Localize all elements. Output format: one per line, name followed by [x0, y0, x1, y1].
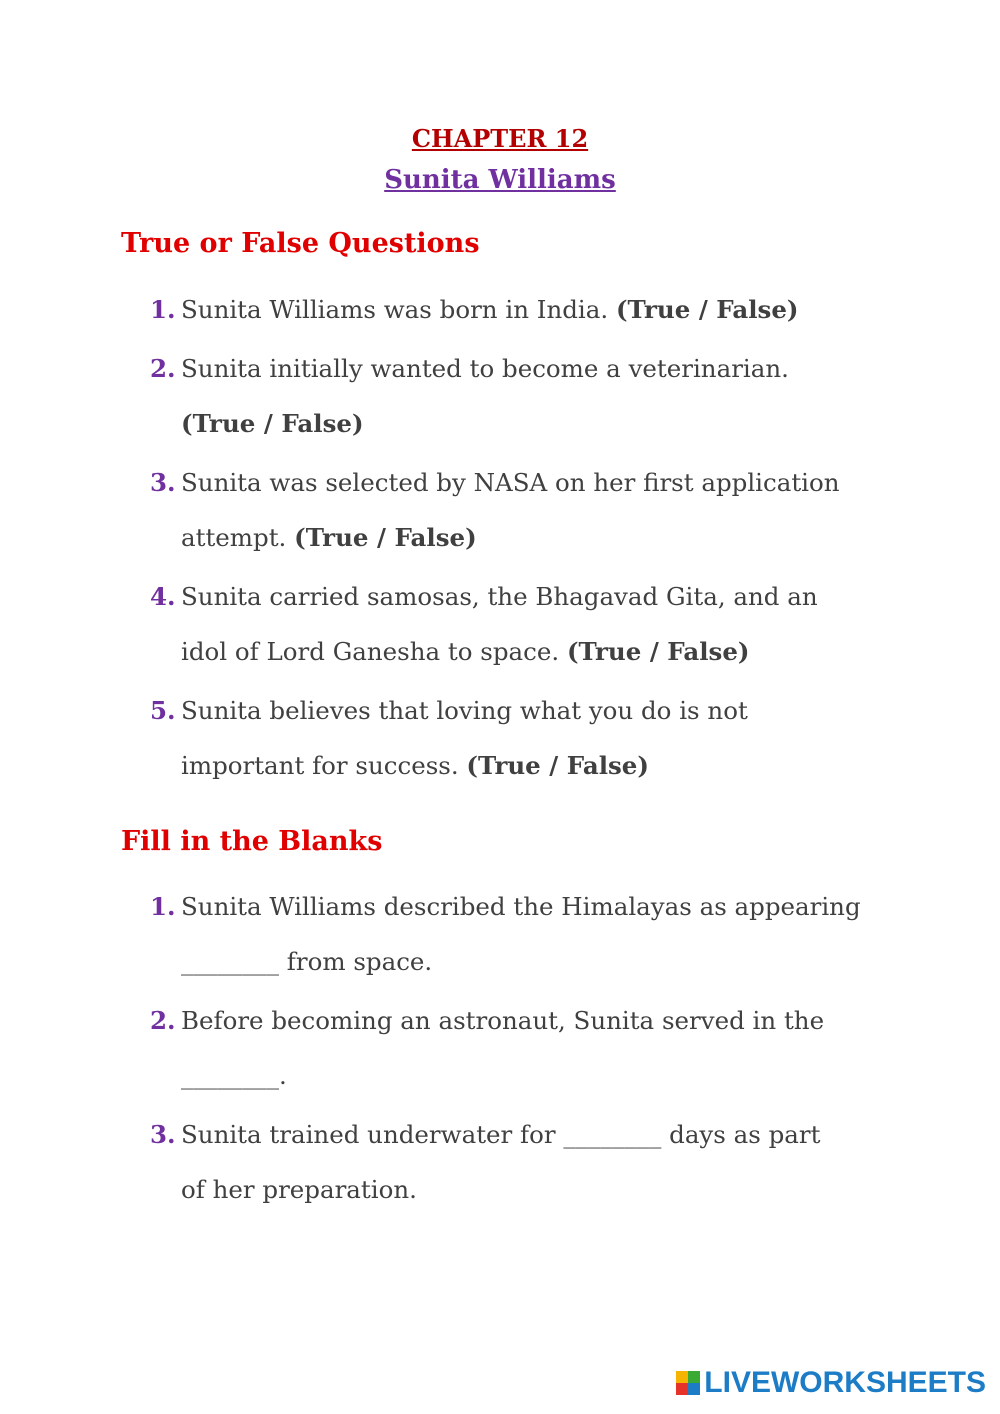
question-text: Sunita was selected by NASA on her first application — [181, 468, 840, 497]
question-text-cont[interactable]: ________ from space. — [181, 947, 433, 976]
question-text: Sunita Williams was born in India. — [181, 295, 616, 324]
question-number: 3. — [150, 468, 176, 497]
true-false-option[interactable]: (True / False) — [566, 637, 750, 666]
true-false-option[interactable]: (True / False) — [615, 295, 799, 324]
tf-question-4 — [150, 569, 890, 679]
question-text: Sunita carried samosas, the Bhagavad Gita, and an — [181, 582, 818, 611]
tf-question-3 — [150, 455, 890, 565]
question-text: Sunita Williams described the Himalayas as appearing — [181, 892, 861, 921]
question-number: 1. — [150, 892, 176, 921]
question-text-cont: idol of Lord Ganesha to space. — [181, 637, 567, 666]
question-text-cont: of her preparation. — [181, 1175, 417, 1204]
question-number: 4. — [150, 582, 176, 611]
true-false-option[interactable]: (True / False) — [466, 751, 649, 780]
question-number: 3. — [150, 1120, 176, 1149]
true-false-option[interactable]: (True / False) — [181, 409, 364, 438]
question-text: Sunita believes that loving what you do is not — [181, 696, 748, 725]
question-text: Sunita initially wanted to become a veterinarian. — [181, 354, 789, 383]
fib-question-3 — [150, 1107, 890, 1217]
tf-question-1 — [150, 282, 890, 337]
fib-question-1 — [150, 879, 890, 989]
true-false-option[interactable]: (True / False) — [294, 523, 477, 552]
question-text-cont[interactable]: ________. — [181, 1061, 287, 1090]
question-number: 1. — [150, 295, 176, 324]
chapter-title: Sunita Williams — [384, 165, 616, 195]
question-number: 5. — [150, 696, 176, 725]
fill-blanks-heading: Fill in the Blanks — [121, 826, 383, 857]
question-text-cont: attempt. — [181, 523, 295, 552]
true-false-heading: True or False Questions — [121, 228, 480, 259]
question-number: 2. — [150, 354, 176, 383]
fib-question-2 — [150, 993, 890, 1103]
liveworksheets-logo — [676, 1366, 986, 1400]
logo-text: LIVEWORKSHEETS — [704, 1366, 986, 1399]
tf-question-2 — [150, 341, 890, 451]
question-number: 2. — [150, 1006, 176, 1035]
chapter-heading: CHAPTER 12 — [411, 124, 589, 153]
liveworksheets-logo-icon — [676, 1371, 700, 1395]
question-text[interactable]: Sunita trained underwater for ________ days as part — [181, 1120, 821, 1149]
question-text-cont: important for success. — [181, 751, 467, 780]
question-text: Before becoming an astronaut, Sunita served in the — [181, 1006, 825, 1035]
tf-question-5 — [150, 683, 890, 793]
